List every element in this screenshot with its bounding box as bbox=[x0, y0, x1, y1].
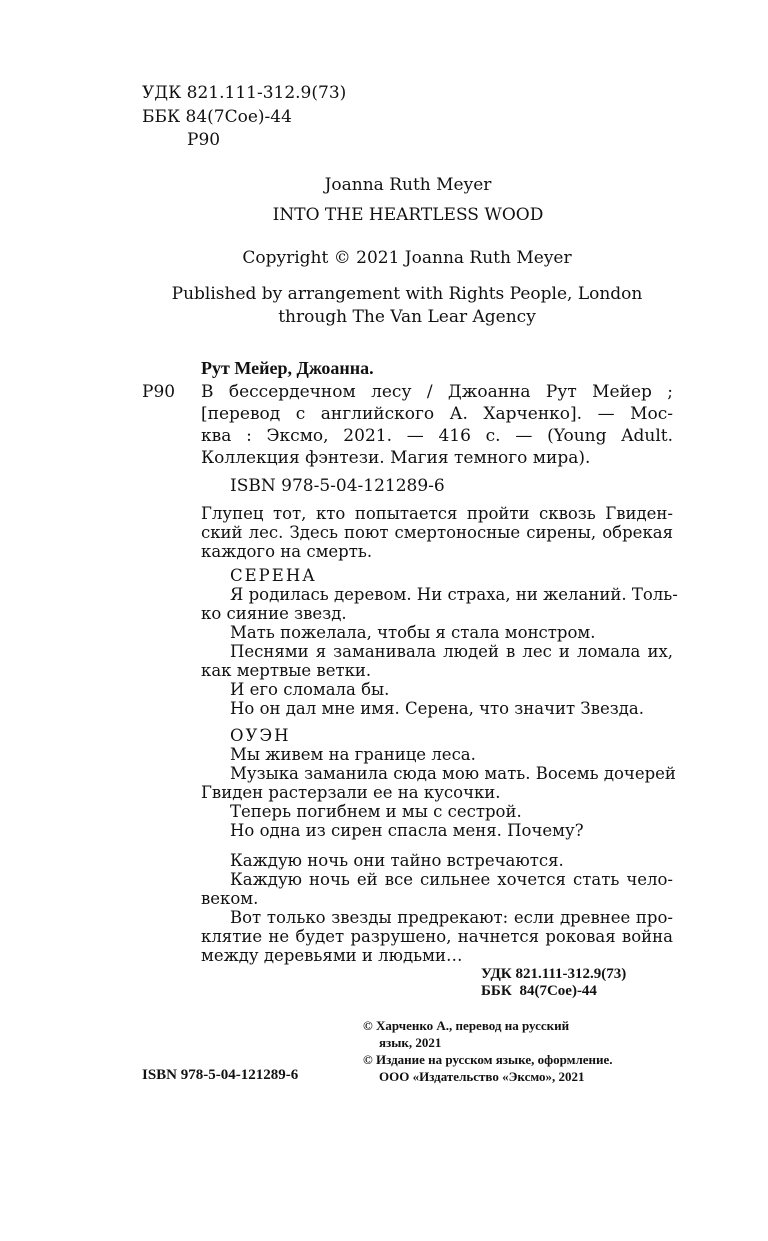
annotation-line: Но одна из сирен спасла меня. Почему? bbox=[230, 821, 584, 840]
annotation-line: ко сияние звезд. bbox=[201, 604, 347, 623]
author-mark: Р90 bbox=[187, 130, 221, 150]
annotation-line: Каждую ночь ей все сильнее хочется стать чело- bbox=[230, 870, 673, 889]
catalog-isbn: ISBN 978-5-04-121289-6 bbox=[230, 476, 445, 496]
published-line-2: through The Van Lear Agency bbox=[278, 307, 536, 327]
copyright-translation bbox=[363, 1017, 569, 1051]
annotation-outro bbox=[201, 851, 673, 965]
annotation-line: как мертвые ветки. bbox=[201, 661, 372, 680]
annotation-line: Мы живем на границе леса. bbox=[230, 745, 476, 764]
annotation-line: клятие не будет разрушено, начнется роковая война bbox=[201, 927, 673, 946]
owen-section bbox=[201, 745, 676, 840]
copyright-edition bbox=[363, 1051, 613, 1085]
footer-bbk: ББК 84(7Сое)-44 bbox=[481, 983, 597, 999]
catalog-line: Коллекция фэнтези. Магия темного мира). bbox=[201, 448, 591, 468]
footer-udk: УДК 821.111-312.9(73) bbox=[481, 966, 627, 982]
published-line-1: Published by arrangement with Rights People, London bbox=[171, 284, 643, 304]
annotation-line: Музыка заманила сюда мою мать. Восемь дочерей bbox=[230, 764, 676, 783]
annotation-line: веком. bbox=[201, 889, 259, 908]
annotation-line: Глупец тот, кто попытается пройти сквозь Гвиден- bbox=[201, 504, 673, 523]
annotation-line: Каждую ночь они тайно встречаются. bbox=[230, 851, 564, 870]
annotation-line: между деревьями и людьми… bbox=[201, 946, 463, 965]
annotation-line: Песнями я заманивала людей в лес и ломала их, bbox=[230, 642, 673, 661]
bbk-code: ББК 84(7Сое)-44 bbox=[142, 107, 292, 127]
catalog-line: ква : Эксмо, 2021. — 416 с. — (Young Adult. bbox=[201, 426, 673, 446]
annotation-line: И его сломала бы. bbox=[230, 680, 390, 699]
udk-code: УДК 821.111-312.9(73) bbox=[142, 83, 347, 103]
copyright-translation-line-2: язык, 2021 bbox=[379, 1035, 442, 1050]
original-author: Joanna Ruth Meyer bbox=[324, 175, 492, 195]
serena-section bbox=[201, 585, 678, 718]
annotation-line: Вот только звезды предрекают: если древнее про- bbox=[230, 908, 673, 927]
annotation-line: Но он дал мне имя. Серена, что значит Звезда. bbox=[230, 699, 644, 718]
catalog-mark: Р90 bbox=[142, 382, 176, 402]
owen-heading: ОУЭН bbox=[230, 726, 291, 745]
catalog-description bbox=[201, 381, 673, 469]
annotation-intro bbox=[201, 504, 673, 561]
copyright-edition-line-1: © Издание на русском языке, оформление. bbox=[363, 1052, 613, 1067]
annotation-line: каждого на смерть. bbox=[201, 542, 373, 561]
annotation-line: Мать пожелала, чтобы я стала монстром. bbox=[230, 623, 596, 642]
annotation-line: Гвиден растерзали ее на кусочки. bbox=[201, 783, 501, 802]
annotation-line: Теперь погибнем и мы с сестрой. bbox=[230, 802, 522, 821]
original-copyright: Copyright © 2021 Joanna Ruth Meyer bbox=[242, 248, 572, 268]
serena-heading: СЕРЕНА bbox=[230, 566, 317, 585]
copyright-edition-line-2: ООО «Издательство «Эксмо», 2021 bbox=[379, 1069, 585, 1084]
copyright-translation-line-1: © Харченко А., перевод на русский bbox=[363, 1018, 570, 1033]
catalog-line: [перевод с английского А. Харченко]. — Мос- bbox=[201, 404, 673, 424]
footer-isbn: ISBN 978-5-04-121289-6 bbox=[142, 1067, 299, 1083]
annotation-line: ский лес. Здесь поют смертоносные сирены, обрекая bbox=[201, 523, 673, 542]
annotation-line: Я родилась деревом. Ни страха, ни желаний. Толь- bbox=[230, 585, 678, 604]
original-title: INTO THE HEARTLESS WOOD bbox=[272, 205, 544, 225]
catalog-line: В бессердечном лесу / Джоанна Рут Мейер ; bbox=[201, 382, 673, 402]
catalog-author-heading: Рут Мейер, Джоанна. bbox=[201, 358, 374, 378]
